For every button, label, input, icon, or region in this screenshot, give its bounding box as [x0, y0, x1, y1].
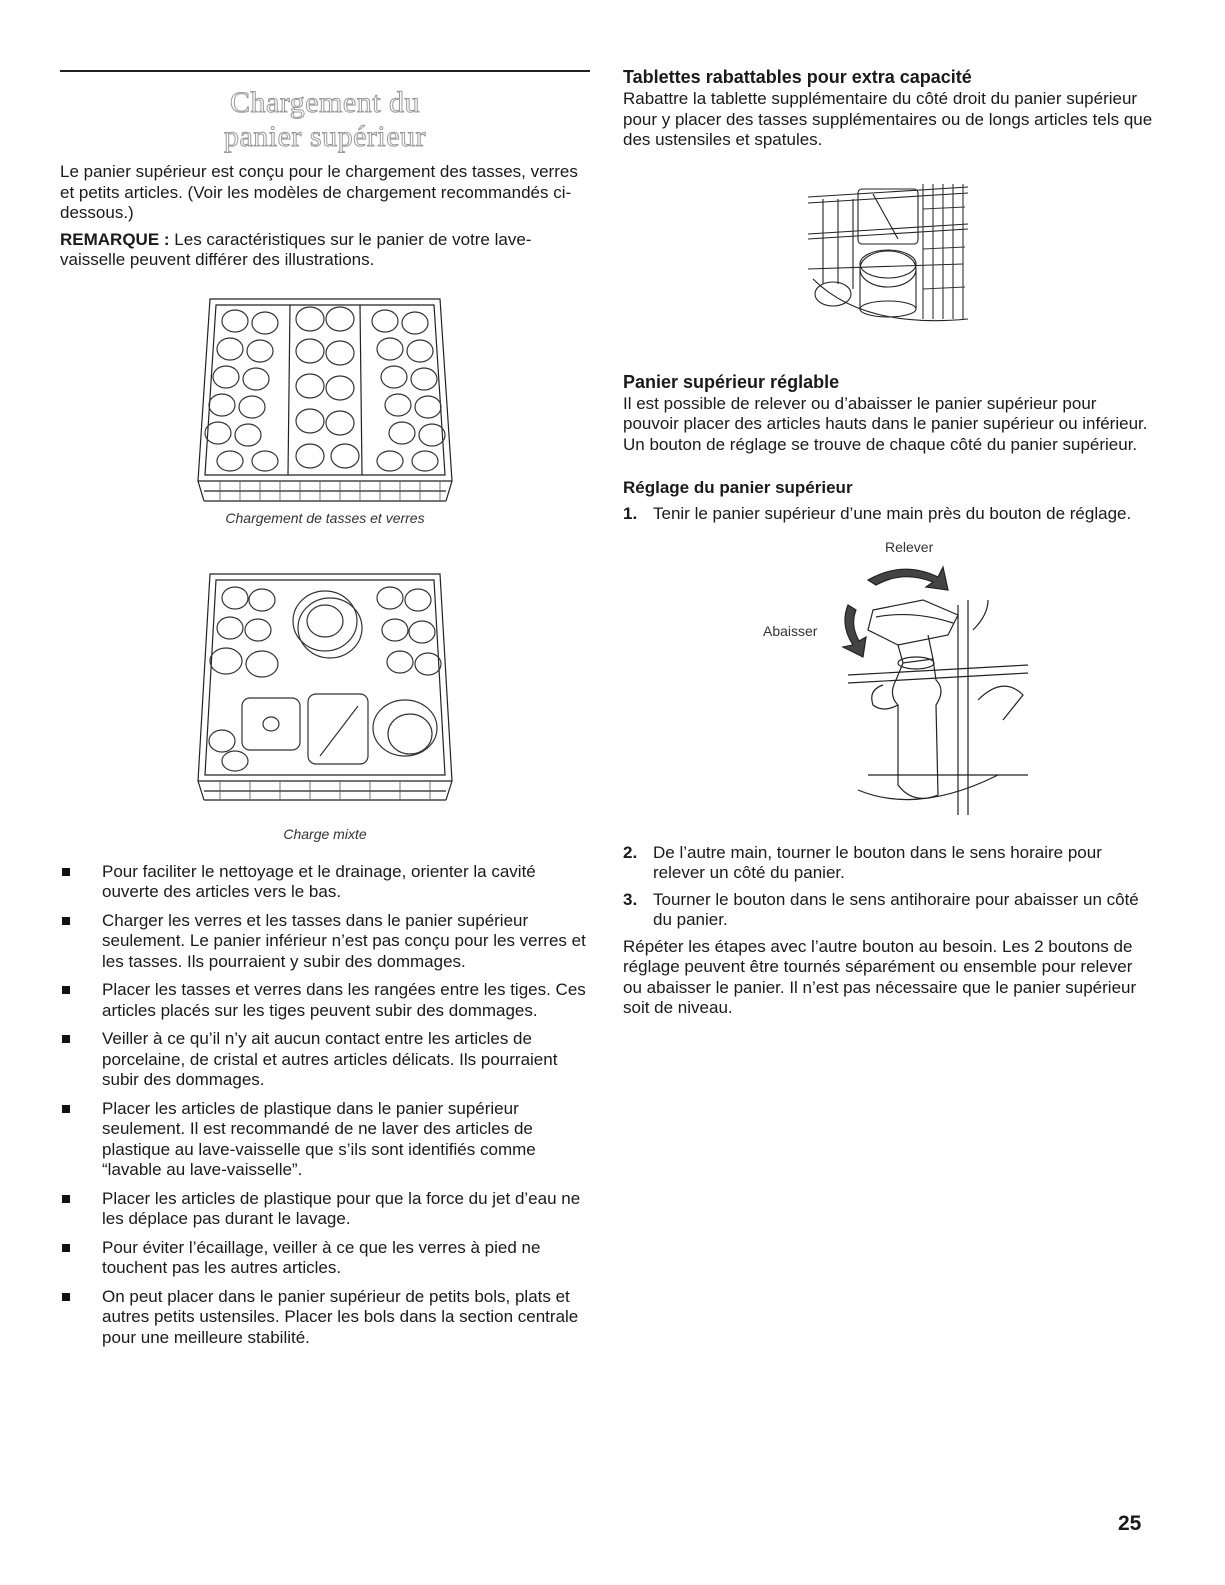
list-item: [60, 1029, 590, 1091]
step-text: Tourner le bouton dans le sens antihoraire pour abaisser un côté du panier.: [653, 889, 1139, 929]
fold-down-shelf-illustration: [803, 179, 973, 329]
lower-label: Abaisser: [763, 622, 818, 639]
note-paragraph: [60, 230, 590, 271]
rack-mixed-load-illustration: [190, 566, 460, 806]
page-title: [60, 86, 590, 154]
bullet-square-icon: [62, 1105, 70, 1113]
list-item-text: Placer les tasses et verres dans les rangées entre les tiges. Ces articles placés sur les tiges peuvent subir des dommages.: [102, 980, 586, 1020]
bullet-square-icon: [62, 1195, 70, 1203]
section2-paragraph: Il est possible de relever ou d’abaisser le panier supérieur pour pouvoir placer des articles hauts dans le panier supérieur ou inférieur. Un bouton de réglage se trouve de chaque côté du panier supérieur.: [623, 393, 1148, 454]
adjustment-steps-list: [623, 504, 1153, 525]
section-title-fold-down-shelves: Tablettes rabattables pour extra capacité: [623, 67, 972, 87]
rack-cups-glasses-illustration: [190, 291, 460, 506]
section1-paragraph: Rabattre la tablette supplémentaire du côté droit du panier supérieur pour y placer des tasses supplémentaires ou de longs articles tels que des ustensiles et spatules.: [623, 89, 1153, 149]
bullet-square-icon: [62, 868, 70, 876]
intro-paragraph: Le panier supérieur est conçu pour le chargement des tasses, verres et petits articles. (Voir les modèles de chargement recommandés ci-dessous.): [60, 162, 578, 222]
list-item-text: Placer les articles de plastique dans le panier supérieur seulement. Il est recommandé de ne laver des articles de plastique au lave-vaisselle que s’ils sont identifiés comme “lavable au lave-vaisselle”.: [102, 1098, 536, 1179]
adjustment-knob-illustration: [828, 555, 1048, 825]
note-text: Les caractéristiques sur le panier de votre lave-vaisselle peuvent différer des illustrations.: [60, 229, 532, 269]
list-item-text: Placer les articles de plastique pour que la force du jet d’eau ne les déplace pas durant le lavage.: [102, 1188, 581, 1228]
figure2-caption: Charge mixte: [283, 825, 367, 842]
list-item: [60, 1238, 590, 1279]
step-text: Tenir le panier supérieur d’une main près du bouton de réglage.: [653, 504, 1132, 523]
adjustment-steps-list-continued: [623, 843, 1153, 931]
list-item: [60, 862, 590, 903]
left-column: [60, 70, 590, 1356]
title-line-2: panier supérieur: [223, 120, 427, 153]
step-number: 3.: [623, 889, 638, 909]
bullet-square-icon: [62, 1293, 70, 1301]
step-number: 1.: [623, 504, 638, 523]
bullet-square-icon: [62, 1244, 70, 1252]
step-number: 2.: [623, 842, 638, 862]
page-number: 25: [1118, 1512, 1142, 1535]
list-item-text: On peut placer dans le panier supérieur de petits bols, plats et autres petits ustensiles. Placer les bols dans la section centrale pour une meilleure stabilité.: [102, 1286, 579, 1347]
list-item: [60, 1287, 590, 1349]
closing-paragraph: Répéter les étapes avec l’autre bouton au besoin. Les 2 boutons de réglage peuvent être tournés séparément ou ensemble pour relever ou abaisser le panier. Il n’est pas nécessaire que le panier supérieur soit de niveau.: [623, 936, 1137, 1017]
note-label: REMARQUE :: [60, 229, 170, 249]
list-item: [60, 911, 590, 973]
list-item: [60, 1099, 590, 1181]
section-title-adjustable-rack: Panier supérieur réglable: [623, 371, 840, 392]
bullet-square-icon: [62, 986, 70, 994]
list-item: [60, 980, 590, 1021]
list-item-text: Veiller à ce qu’il n’y ait aucun contact entre les articles de porcelaine, de cristal et autres articles délicats. Ils pourraient subir des dommages.: [102, 1029, 558, 1089]
list-item-text: Charger les verres et les tasses dans le panier supérieur seulement. Le panier inférieur n’est pas conçu pour les verres et les tasses. Ils pourraient y subir des dommages.: [102, 910, 586, 971]
knob-figure: [623, 533, 1153, 833]
loading-tips-list: [60, 862, 590, 1349]
title-line-1: Chargement du: [229, 86, 421, 119]
figure1-caption: Chargement de tasses et verres: [225, 509, 425, 526]
bullet-square-icon: [62, 917, 70, 925]
list-item: [60, 1189, 590, 1230]
list-item-text: Pour éviter l’écaillage, veiller à ce que les verres à pied ne touchent pas les autres articles.: [102, 1237, 541, 1277]
step-item: [623, 843, 1153, 884]
step-item: [623, 890, 1153, 931]
step-item: [623, 504, 1153, 525]
top-rule: [60, 70, 590, 72]
bullet-square-icon: [62, 1035, 70, 1043]
right-column: [623, 66, 1153, 1025]
step-text: De l’autre main, tourner le bouton dans le sens horaire pour relever un côté du panier.: [653, 842, 1102, 882]
list-item-text: Pour faciliter le nettoyage et le drainage, orienter la cavité ouverte des articles vers le bas.: [102, 861, 536, 901]
raise-label: Relever: [885, 538, 934, 555]
subsection-title-rack-adjustment: Réglage du panier supérieur: [623, 478, 853, 497]
